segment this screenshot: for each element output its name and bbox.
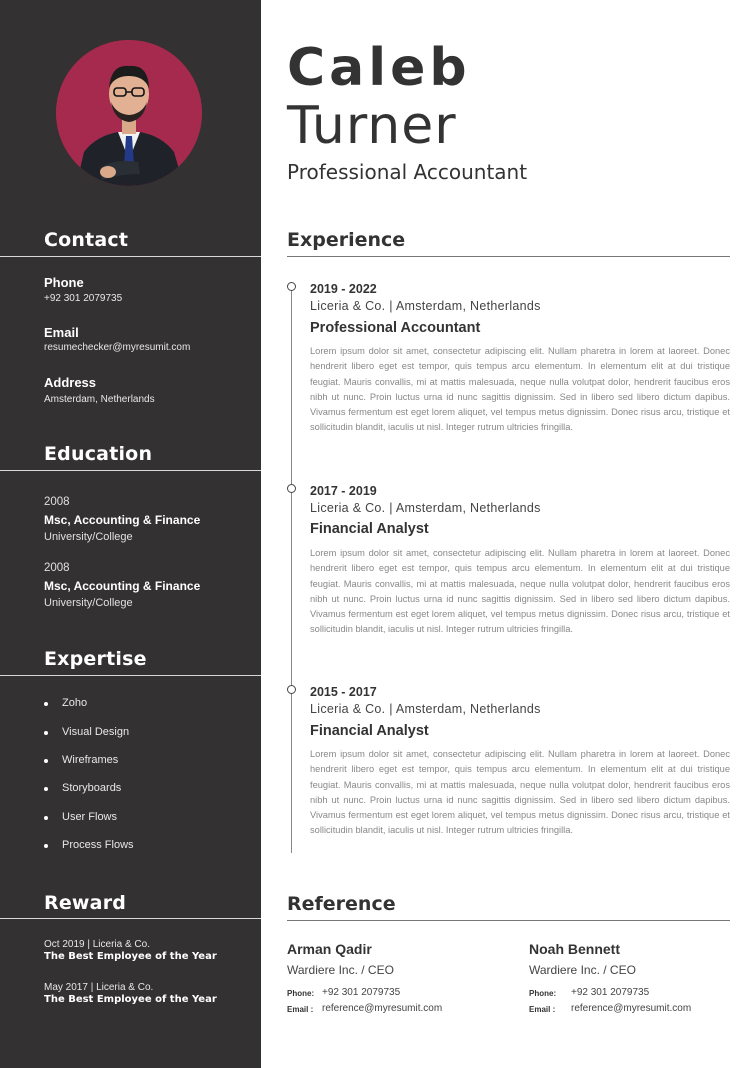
education-year: 2008: [44, 496, 70, 508]
divider: [287, 920, 730, 921]
first-name: Caleb: [287, 38, 471, 98]
expertise-item: Wireframes: [62, 754, 119, 766]
experience-years: 2015 - 2017: [310, 685, 377, 699]
profile-photo: [56, 40, 202, 186]
reward-title: The Best Employee of the Year: [44, 951, 217, 962]
reference-phone-label: Phone:: [529, 989, 557, 998]
experience-years: 2019 - 2022: [310, 282, 377, 296]
expertise-heading: Expertise: [44, 648, 147, 670]
timeline-line: [291, 288, 292, 853]
reward-date: May 2017 | Liceria & Co.: [44, 982, 154, 993]
experience-heading: Experience: [287, 229, 406, 251]
phone-label: Phone: [44, 275, 84, 290]
education-school: University/College: [44, 531, 133, 543]
expertise-item: Zoho: [62, 697, 88, 709]
reward-title: The Best Employee of the Year: [44, 994, 217, 1005]
reference-email-label: Email :: [287, 1005, 314, 1014]
experience-company: Liceria & Co. | Amsterdam, Netherlands: [310, 702, 541, 716]
bullet-icon: [44, 702, 48, 706]
divider: [0, 675, 261, 676]
reference-phone: +92 301 2079735: [322, 987, 401, 998]
job-title: Professional Accountant: [287, 160, 528, 184]
contact-heading: Contact: [44, 229, 129, 251]
divider: [0, 470, 261, 471]
reference-heading: Reference: [287, 893, 396, 915]
experience-role: Financial Analyst: [310, 521, 429, 537]
bullet-icon: [44, 844, 48, 848]
reference-company: Wardiere Inc. / CEO: [287, 963, 394, 977]
expertise-item: User Flows: [62, 811, 118, 823]
reference-name: Noah Bennett: [529, 941, 620, 957]
education-year: 2008: [44, 562, 70, 574]
reference-email: reference@myresumit.com: [322, 1003, 443, 1014]
sidebar: [0, 0, 261, 1068]
education-degree: Msc, Accounting & Finance: [44, 513, 201, 527]
bullet-icon: [44, 787, 48, 791]
experience-role: Financial Analyst: [310, 723, 429, 739]
reference-email-label: Email :: [529, 1005, 556, 1014]
reward-date: Oct 2019 | Liceria & Co.: [44, 939, 150, 950]
experience-description: Lorem ipsum dolor sit amet, consectetur adipiscing elit. Nullam pharetra in lorem at laoreet. Donec hendrerit libero eget est tempor, quis tempus arcu elementum. In elementum elit at dui tristique feugiat. Mauris convallis, mi at mattis malesuada, neque nulla volutpat dolor, hendrerit faucibus eros nibh ut nunc. Proin luctus urna id nunc sagittis dignissim. Sed in libero sed libero dictum dapibus. Vivamus fermentum est eget lorem aliquet, vel tempus metus dignissim. Donec risus arcu, tristique et sollicitudin blandit, iaculis ut nisl. Integer rutrum ultricies fringilla.: [310, 749, 730, 836]
experience-role: Professional Accountant: [310, 320, 481, 336]
email-value: resumechecker@myresumit.com: [44, 342, 191, 353]
bullet-icon: [44, 816, 48, 820]
divider: [0, 256, 261, 257]
reference-name: Arman Qadir: [287, 941, 372, 957]
timeline-marker-icon: [287, 685, 296, 694]
phone-value: +92 301 2079735: [44, 293, 123, 304]
education-degree: Msc, Accounting & Finance: [44, 579, 201, 593]
expertise-item: Visual Design: [62, 726, 130, 738]
reference-company: Wardiere Inc. / CEO: [529, 963, 636, 977]
reference-email: reference@myresumit.com: [571, 1003, 692, 1014]
experience-years: 2017 - 2019: [310, 484, 377, 498]
address-label: Address: [44, 375, 97, 390]
expertise-item: Storyboards: [62, 782, 122, 794]
expertise-item: Process Flows: [62, 839, 134, 851]
bullet-icon: [44, 759, 48, 763]
address-value: Amsterdam, Netherlands: [44, 394, 155, 405]
timeline-marker-icon: [287, 484, 296, 493]
experience-company: Liceria & Co. | Amsterdam, Netherlands: [310, 299, 541, 313]
experience-description: Lorem ipsum dolor sit amet, consectetur adipiscing elit. Nullam pharetra in lorem at laoreet. Donec hendrerit libero eget est tempor, quis tempus arcu elementum. In elementum elit at dui tristique feugiat. Mauris convallis, mi at mattis malesuada, neque nulla volutpat dolor, hendrerit faucibus eros nibh ut nunc. Proin luctus urna id nunc sagittis dignissim. Sed in libero sed libero dictum dapibus. Vivamus fermentum est eget lorem aliquet, vel tempus metus dignissim. Donec risus arcu, tristique et sollicitudin blandit, iaculis ut nisl. Integer rutrum ultricies fringilla.: [310, 346, 730, 433]
last-name: Turner: [287, 96, 457, 156]
bullet-icon: [44, 731, 48, 735]
email-label: Email: [44, 325, 79, 340]
timeline-marker-icon: [287, 282, 296, 291]
divider: [287, 256, 730, 257]
education-heading: Education: [44, 443, 153, 465]
education-school: University/College: [44, 597, 133, 609]
reward-heading: Reward: [44, 892, 127, 914]
divider: [0, 918, 261, 919]
reference-phone: +92 301 2079735: [571, 987, 650, 998]
experience-description: Lorem ipsum dolor sit amet, consectetur adipiscing elit. Nullam pharetra in lorem at laoreet. Donec hendrerit libero eget est tempor, quis tempus arcu elementum. In elementum elit at dui tristique feugiat. Mauris convallis, mi at mattis malesuada, neque nulla volutpat dolor, hendrerit faucibus eros nibh ut nunc. Proin luctus urna id nunc sagittis dignissim. Sed in libero sed libero dictum dapibus. Vivamus fermentum est eget lorem aliquet, vel tempus metus dignissim. Donec risus arcu, tristique et sollicitudin blandit, iaculis ut nisl. Integer rutrum ultricies fringilla.: [310, 548, 730, 635]
reference-phone-label: Phone:: [287, 989, 315, 998]
experience-company: Liceria & Co. | Amsterdam, Netherlands: [310, 501, 541, 515]
person-portrait-icon: [56, 40, 202, 186]
